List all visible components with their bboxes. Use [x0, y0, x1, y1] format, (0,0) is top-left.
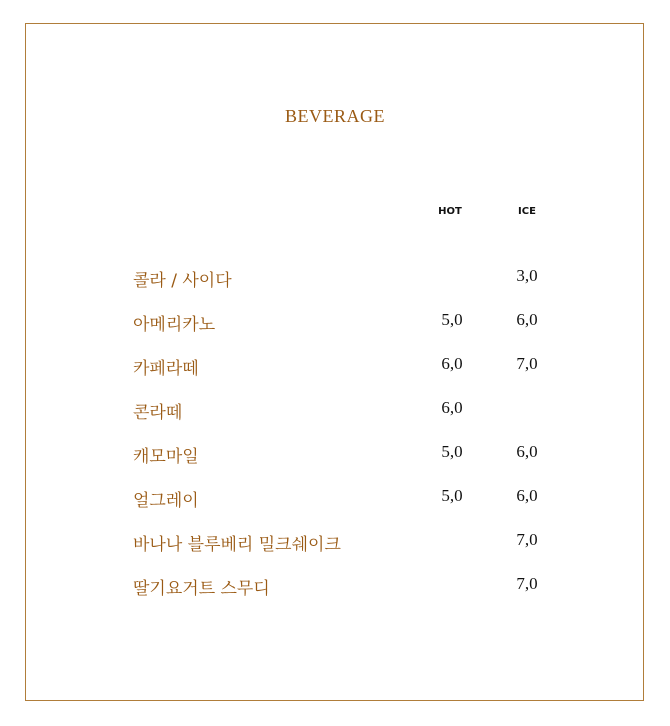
menu-row [0, 394, 670, 438]
menu-row [0, 306, 670, 350]
price-hot: 5,0 [441, 310, 463, 329]
menu-row [0, 438, 670, 482]
price-ice: 7,0 [516, 354, 538, 373]
price-ice: 6,0 [516, 442, 538, 461]
menu-row [0, 482, 670, 526]
menu-list [0, 262, 670, 614]
price-ice: 3,0 [516, 266, 538, 285]
item-name: 바나나 블루베리 밀크쉐이크 [133, 535, 341, 555]
price-hot: 5,0 [441, 442, 463, 461]
item-name: 콘라떼 [133, 403, 183, 423]
price-hot: 6,0 [441, 354, 463, 373]
item-name: 카페라떼 [133, 359, 199, 379]
price-ice: 7,0 [516, 574, 538, 593]
price-ice: 7,0 [516, 530, 538, 549]
menu-row [0, 570, 670, 614]
menu-row [0, 262, 670, 306]
menu-row [0, 350, 670, 394]
menu-title: BEVERAGE [285, 106, 385, 126]
ice-column-header: ICE [518, 206, 536, 217]
item-name: 아메리카노 [133, 315, 216, 335]
price-ice: 6,0 [516, 310, 538, 329]
hot-column-header: HOT [438, 206, 462, 217]
price-hot: 5,0 [441, 486, 463, 505]
item-name: 얼그레이 [133, 491, 199, 511]
item-name: 콜라 / 사이다 [133, 271, 232, 291]
menu-row [0, 526, 670, 570]
item-name: 캐모마일 [133, 447, 199, 467]
price-hot: 6,0 [441, 398, 463, 417]
price-ice: 6,0 [516, 486, 538, 505]
item-name: 딸기요거트 스무디 [133, 579, 270, 599]
